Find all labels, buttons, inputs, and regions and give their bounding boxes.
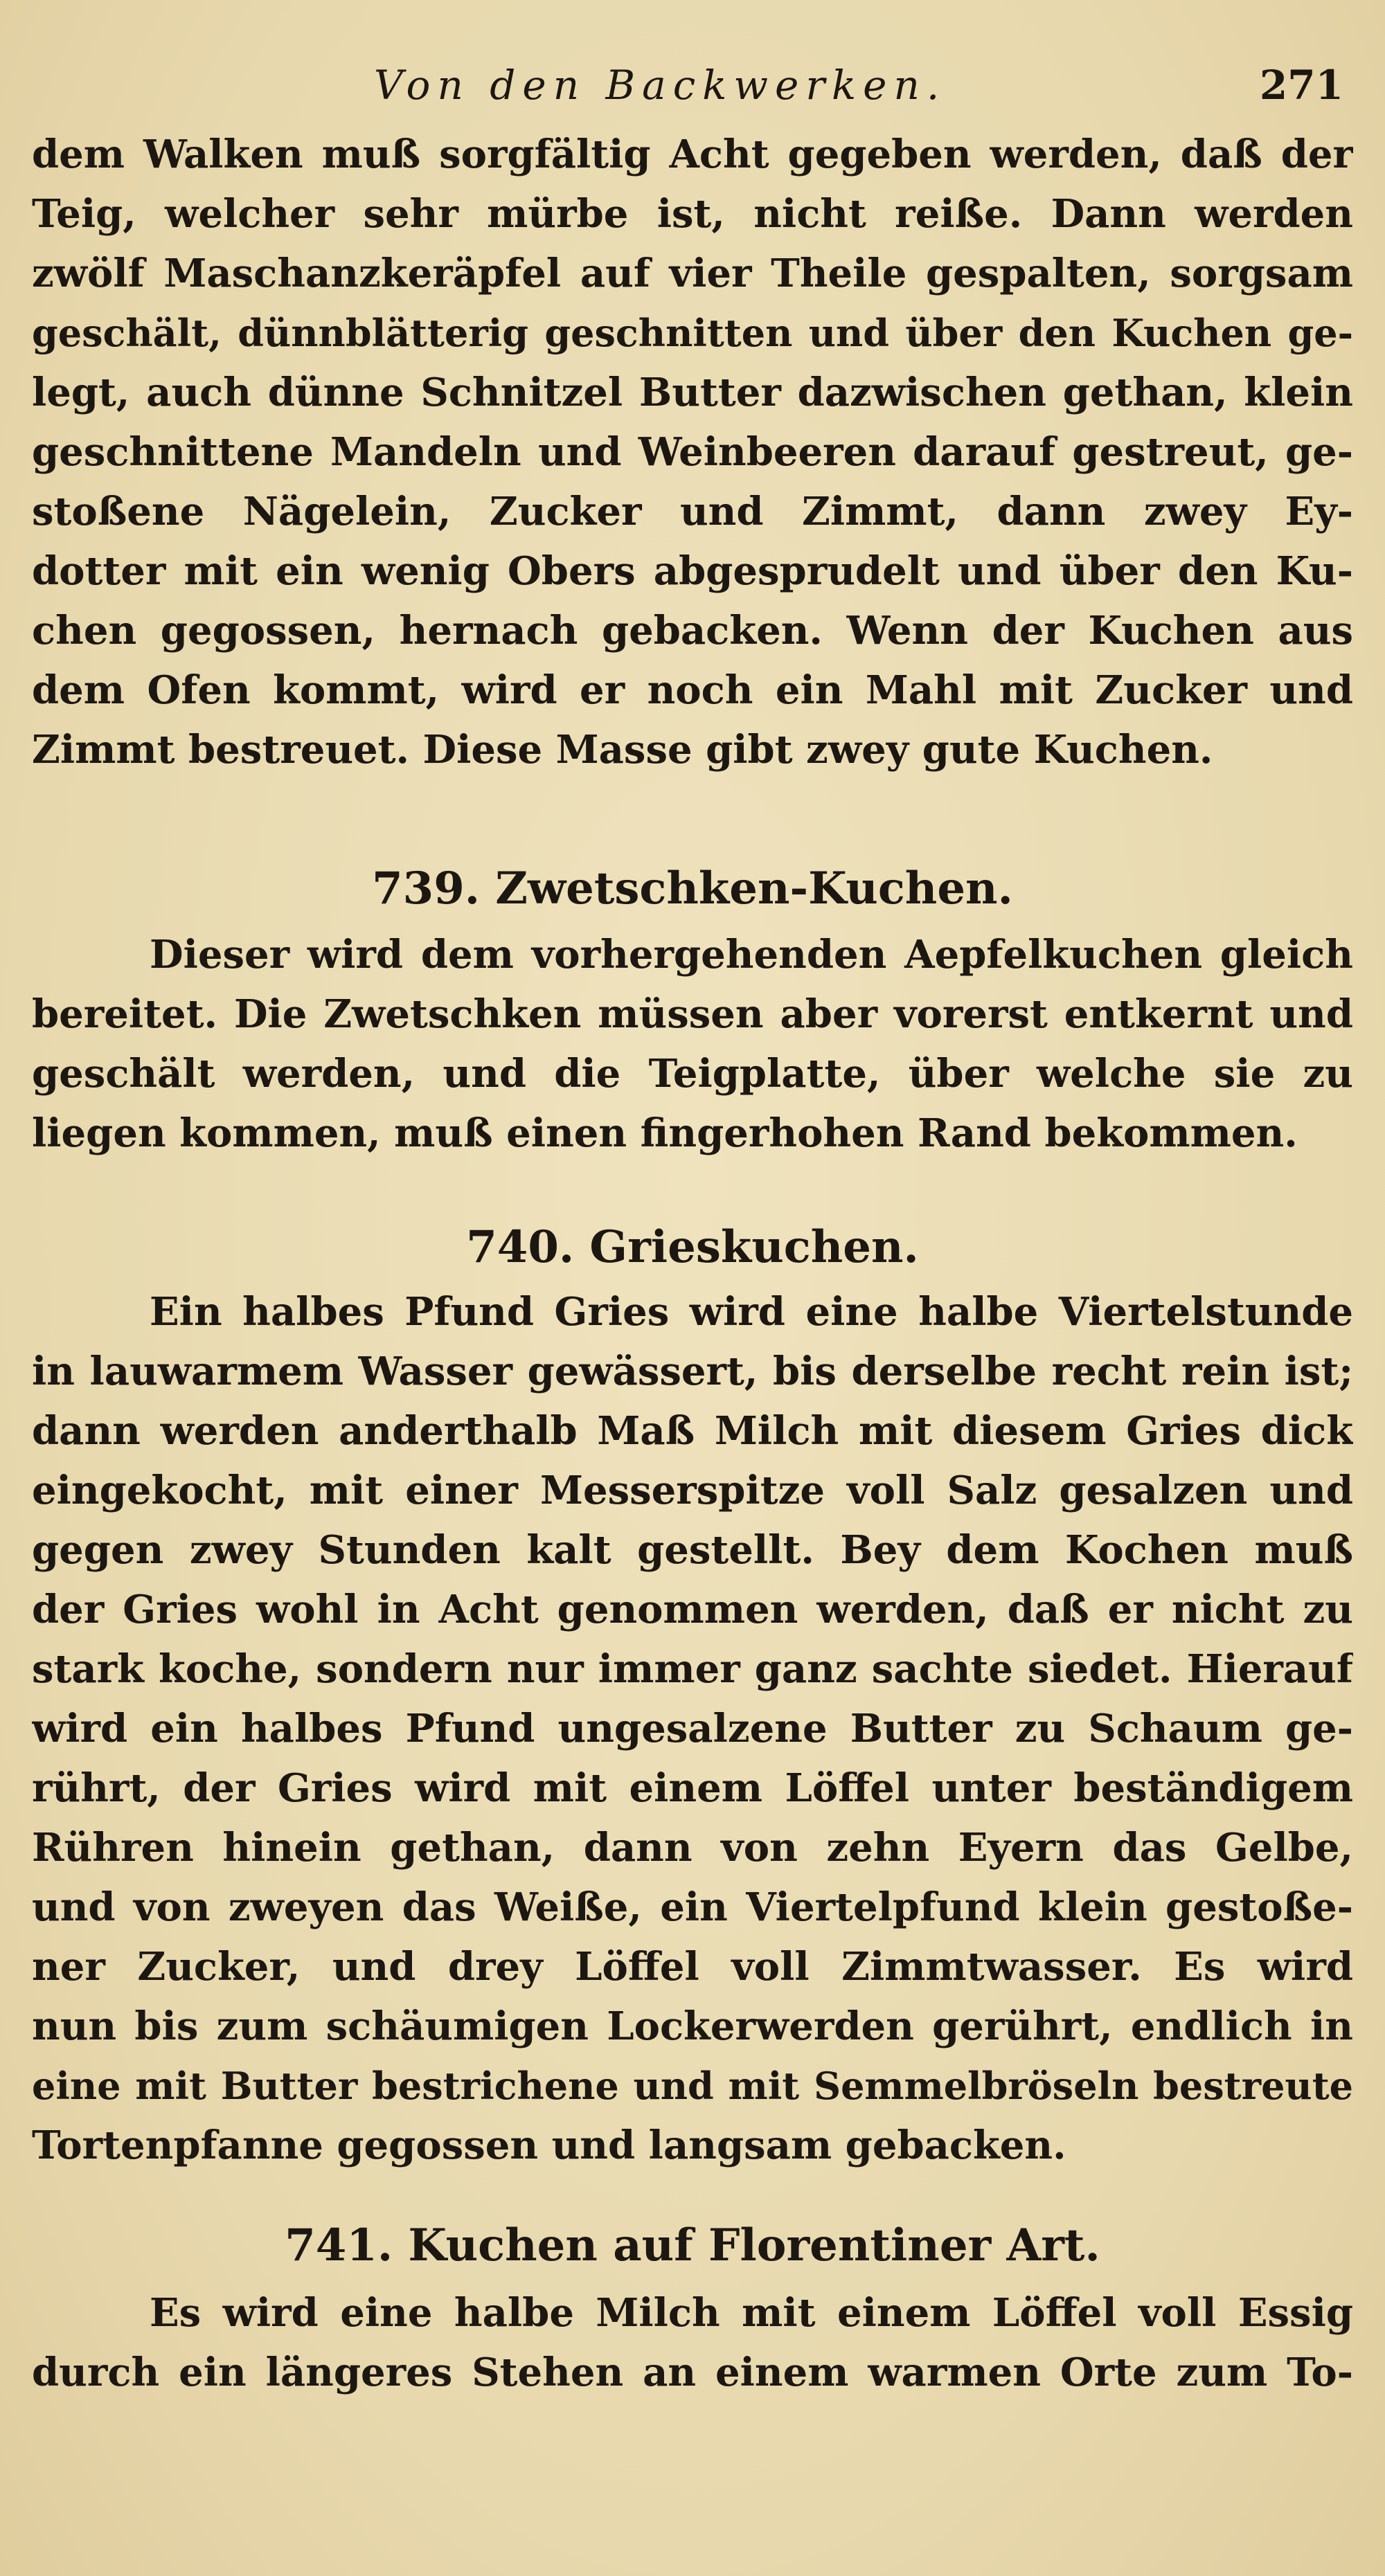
text-line: dem Walken muß sorgfältig Acht gegeben werden, daß der	[32, 132, 1353, 177]
text-line: geschnittene Mandeln und Weinbeeren darauf gestreut, ge-	[32, 429, 1353, 475]
section-heading-741: 741. Kuchen auf Florentiner Art.	[285, 2219, 1100, 2271]
running-head: Von den Backwerken.	[374, 62, 947, 109]
page-number: 271	[1259, 62, 1343, 109]
text-line: zwölf Maschanzkeräpfel auf vier Theile gespalten, sorgsam	[32, 251, 1353, 296]
text-line: stark koche, sondern nur immer ganz sachte siedet. Hierauf	[32, 1646, 1353, 1692]
text-line: ner Zucker, und drey Löffel voll Zimmtwasser. Es wird	[32, 1944, 1353, 1990]
text-line: Dieser wird dem vorhergehenden Aepfelkuchen gleich	[150, 932, 1353, 978]
text-line: geschält werden, und die Teigplatte, über welche sie zu	[32, 1051, 1353, 1097]
text-line: stoßene Nägelein, Zucker und Zimmt, dann zwey Ey-	[32, 489, 1353, 534]
text-line: und von zweyen das Weiße, ein Viertelpfund klein gestoße-	[32, 1884, 1353, 1930]
text-line: gegen zwey Stunden kalt gestellt. Bey dem Kochen muß	[32, 1527, 1353, 1573]
text-line: Zimmt bestreuet. Diese Masse gibt zwey gute Kuchen.	[32, 727, 1213, 773]
text-line: Teig, welcher sehr mürbe ist, nicht reiße. Dann werden	[32, 191, 1353, 237]
text-line: Tortenpfanne gegossen und langsam gebacken.	[32, 2123, 1066, 2168]
text-line: legt, auch dünne Schnitzel Butter dazwischen gethan, klein	[32, 370, 1353, 415]
text-line: Rühren hinein gethan, dann von zehn Eyern das Gelbe,	[32, 1825, 1353, 1871]
text-line: in lauwarmem Wasser gewässert, bis derselbe recht rein ist;	[32, 1349, 1353, 1394]
text-line: bereitet. Die Zwetschken müssen aber vorerst entkernt und	[32, 991, 1353, 1037]
text-line: Es wird eine halbe Milch mit einem Löffel voll Essig	[150, 2290, 1353, 2336]
text-line: liegen kommen, muß einen fingerhohen Rand bekommen.	[32, 1110, 1298, 1156]
text-line: rührt, der Gries wird mit einem Löffel unter beständigem	[32, 1765, 1353, 1811]
text-line: der Gries wohl in Acht genommen werden, daß er nicht zu	[32, 1587, 1353, 1632]
text-line: dem Ofen kommt, wird er noch ein Mahl mit Zucker und	[32, 667, 1353, 713]
page-header	[0, 54, 1385, 116]
text-line: durch ein längeres Stehen an einem warmen Orte zum To-	[32, 2350, 1353, 2395]
text-line: geschält, dünnblätterig geschnitten und über den Kuchen ge-	[32, 311, 1353, 355]
text-line: chen gegossen, hernach gebacken. Wenn der Kuchen aus	[32, 608, 1353, 654]
section-heading-740: 740. Grieskuchen.	[466, 1221, 919, 1273]
text-line: dotter mit ein wenig Obers abgesprudelt und über den Ku-	[32, 548, 1353, 594]
text-line: Ein halbes Pfund Gries wird eine halbe Viertelstunde	[150, 1289, 1353, 1335]
section-heading-739: 739. Zwetschken-Kuchen.	[372, 863, 1013, 915]
text-line: wird ein halbes Pfund ungesalzene Butter zu Schaum ge-	[32, 1706, 1353, 1751]
text-line: eine mit Butter bestrichene und mit Semmelbröseln bestreute	[32, 2064, 1353, 2108]
text-line: eingekocht, mit einer Messerspitze voll Salz gesalzen und	[32, 1468, 1353, 1513]
text-line: nun bis zum schäumigen Lockerwerden gerührt, endlich in	[32, 2003, 1353, 2049]
text-line: dann werden anderthalb Maß Milch mit diesem Gries dick	[32, 1408, 1353, 1454]
